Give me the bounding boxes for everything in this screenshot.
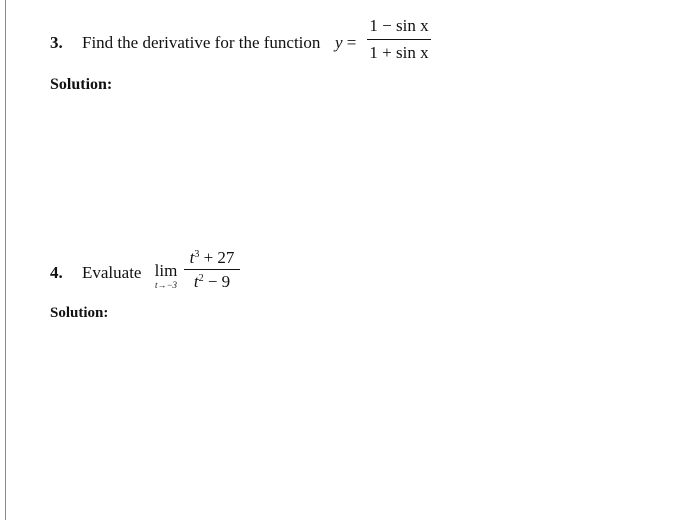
problem-3-numerator: 1 − sin x bbox=[369, 16, 429, 35]
problem-4 bbox=[50, 246, 350, 296]
problem-3-y: y bbox=[335, 33, 343, 52]
problem-3 bbox=[50, 14, 470, 74]
problem-4-denominator-exponent: 2 bbox=[198, 273, 204, 284]
problem-3-fraction-bar bbox=[367, 39, 431, 40]
problem-3-prompt: Find the derivative for the function bbox=[82, 33, 321, 52]
problem-4-lim-word: lim bbox=[154, 261, 178, 280]
problem-4-numerator-exponent: 3 bbox=[194, 249, 200, 260]
problem-3-number: 3. bbox=[50, 33, 63, 52]
problem-3-lhs bbox=[335, 33, 356, 53]
problem-4-denominator-base: t bbox=[193, 272, 199, 291]
problem-4-number: 4. bbox=[50, 263, 63, 282]
problem-4-prompt: Evaluate bbox=[82, 263, 142, 282]
problem-4-denominator bbox=[184, 271, 240, 293]
solution-3-label: Solution: bbox=[50, 76, 113, 93]
problem-3-equals: = bbox=[346, 33, 357, 52]
problem-4-numerator-base: t bbox=[189, 248, 195, 267]
problem-3-denominator: 1 + sin x bbox=[369, 43, 429, 62]
problem-4-fraction-bar bbox=[184, 269, 240, 270]
problem-4-numerator-rest: + 27 bbox=[199, 248, 235, 267]
problem-4-fraction bbox=[184, 246, 240, 293]
problem-4-denominator-rest: − 9 bbox=[203, 272, 231, 291]
problem-3-fraction bbox=[367, 14, 431, 65]
page-left-border bbox=[5, 0, 6, 520]
solution-4-label: Solution: bbox=[50, 305, 109, 321]
problem-4-numerator bbox=[184, 246, 240, 268]
problem-4-lim-subscript: t→−3 bbox=[154, 280, 178, 290]
problem-4-limit bbox=[150, 262, 182, 290]
